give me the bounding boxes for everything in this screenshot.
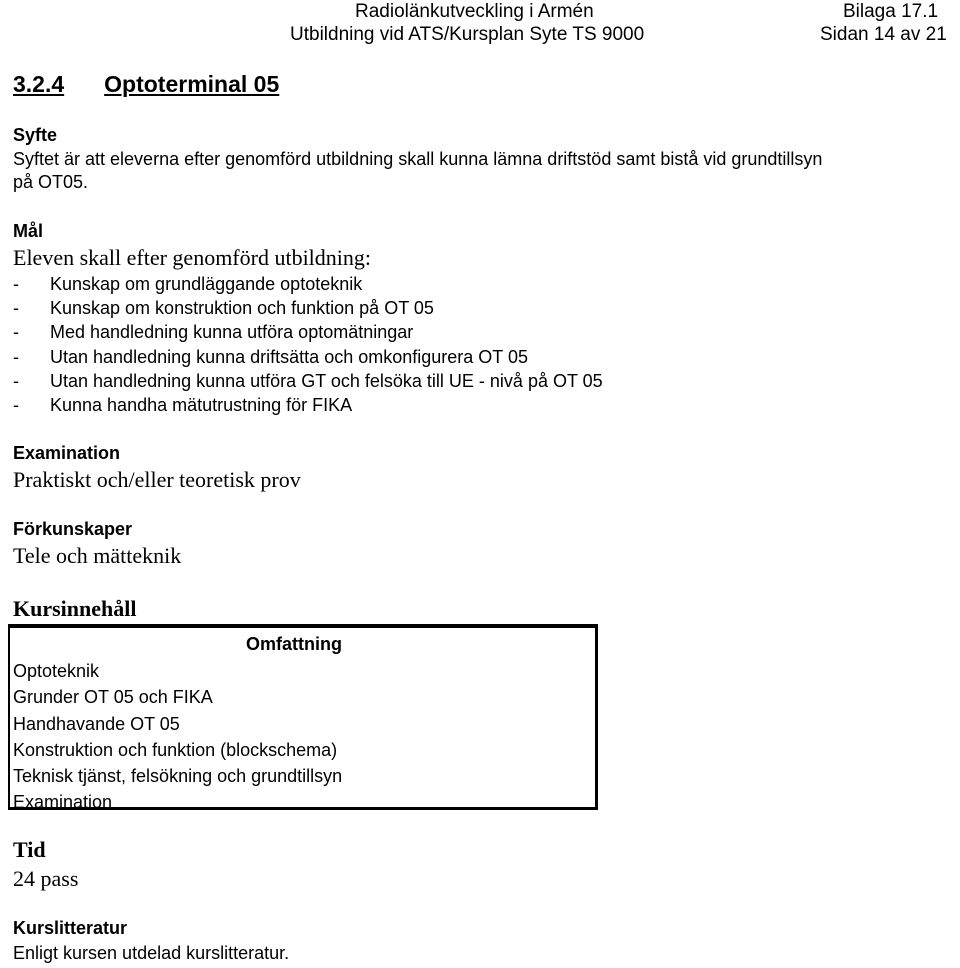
goals-list [13, 272, 603, 417]
header-appendix: Bilaga 17.1 [843, 1, 939, 22]
section-number: 3.2.4 [13, 71, 65, 97]
list-bullet: - [13, 322, 19, 343]
purpose-heading: Syfte [13, 125, 58, 145]
header-org-line: Radiolänkutveckling i Armén [355, 1, 594, 22]
goals-intro: Eleven skall efter genomförd utbildning: [13, 245, 372, 270]
prerequisites-heading: Förkunskaper [13, 519, 133, 539]
list-item-text: Kunskap om konstruktion och funktion på OT 05 [50, 298, 434, 319]
header-page-number: Sidan 14 av 21 [820, 24, 947, 45]
purpose-text-line1: Syftet är att eleverna efter genomförd utbildning skall kunna lämna driftstöd samt bistå vid grundtillsyn [13, 149, 823, 169]
list-item-text: Utan handledning kunna driftsätta och omkonfigurera OT 05 [50, 346, 528, 367]
list-item-text: Kunna handha mätutrustning för FIKA [50, 394, 353, 415]
examination-heading: Examination [13, 443, 121, 463]
list-bullet: - [13, 394, 19, 415]
table-row: Konstruktion och funktion (blockschema) [13, 739, 338, 760]
list-item [13, 272, 603, 296]
list-bullet: - [13, 370, 19, 391]
time-heading: Tid [13, 837, 46, 862]
content-table [8, 624, 598, 813]
table-row: Teknisk tjänst, felsökning och grundtillsyn [13, 766, 343, 787]
prerequisites-text: Tele och mätteknik [13, 543, 182, 568]
table-row: Optoteknik [13, 661, 100, 681]
section-heading [13, 71, 279, 98]
section-title: Optoterminal 05 [104, 71, 280, 97]
list-item [13, 393, 603, 417]
list-item-text: Utan handledning kunna utföra GT och felsöka till UE - nivå på OT 05 [50, 370, 603, 391]
list-bullet: - [13, 346, 19, 367]
content-table-rows [13, 658, 342, 816]
list-item-text: Med handledning kunna utföra optomätningar [50, 322, 414, 343]
list-bullet: - [13, 298, 19, 319]
list-item [13, 320, 603, 344]
list-item [13, 296, 603, 320]
table-row: Examination [13, 792, 113, 813]
header-course-line: Utbildning vid ATS/Kursplan Syte TS 9000 [290, 24, 645, 45]
purpose-text-line2: på OT05. [13, 172, 89, 192]
goals-heading: Mål [13, 221, 44, 241]
column-header-scope: Omfattning [246, 634, 342, 654]
table-row: Grunder OT 05 och FIKA [13, 687, 213, 708]
table-row: Handhavande OT 05 [13, 713, 180, 734]
content-heading: Kursinnehåll [13, 596, 137, 621]
examination-text: Praktiskt och/eller teoretisk prov [13, 467, 301, 492]
literature-text: Enligt kursen utdelad kurslitteratur. [13, 943, 290, 963]
list-item-text: Kunskap om grundläggande optoteknik [50, 274, 363, 294]
list-item [13, 345, 603, 369]
list-item [13, 369, 603, 393]
time-text: 24 pass [13, 866, 79, 891]
literature-heading: Kurslitteratur [13, 918, 128, 938]
list-bullet: - [13, 274, 19, 294]
